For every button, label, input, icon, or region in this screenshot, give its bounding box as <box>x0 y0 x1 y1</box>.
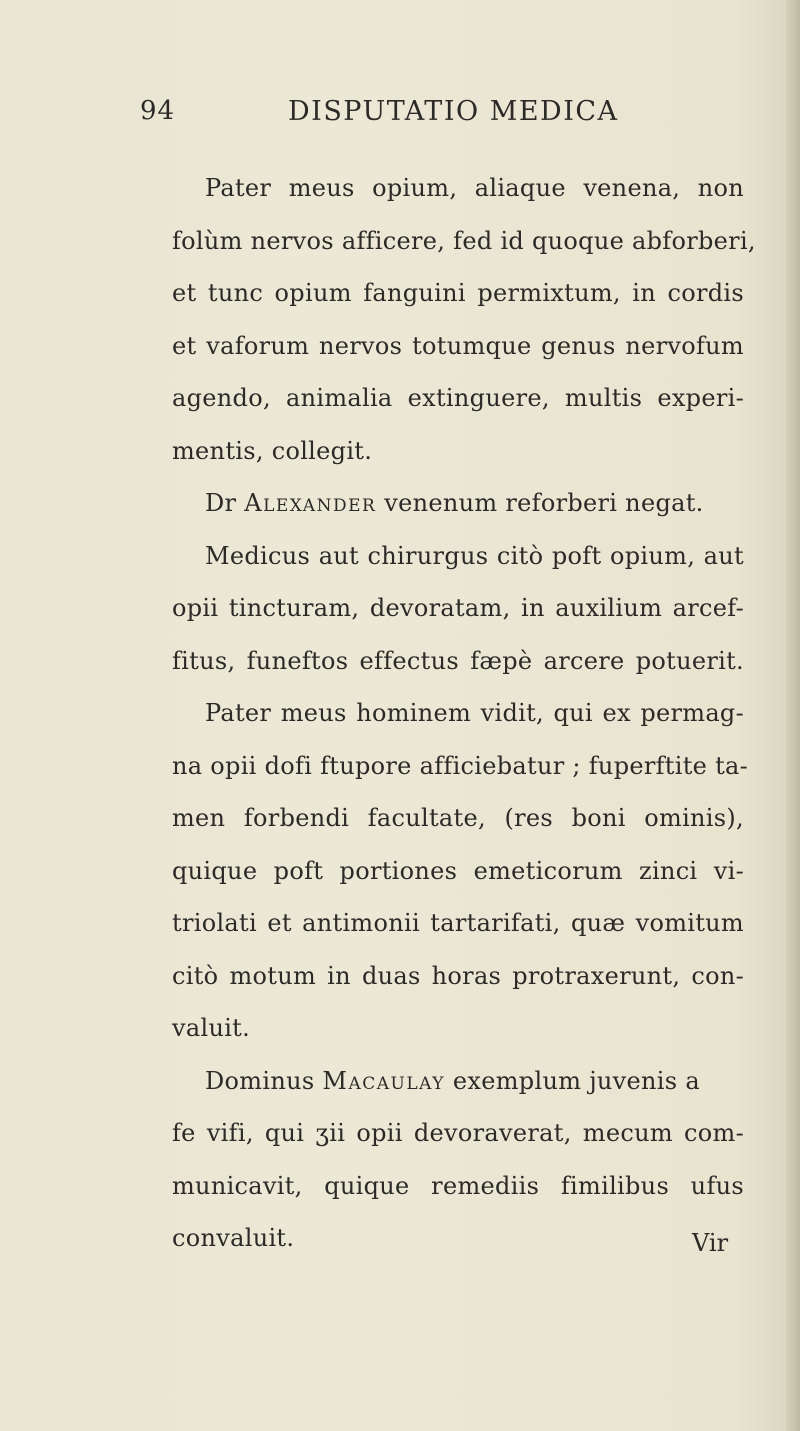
text-line: Medicus aut chirurgus citò poft opium, aut <box>205 541 744 570</box>
text-line: triolati et antimonii tartarifati, quæ vomitum <box>172 909 744 937</box>
text-line: Pater meus hominem vidit, qui ex permag- <box>205 699 744 727</box>
text-line: men forbendi facultate, (res boni ominis), <box>172 804 744 832</box>
text-line: citò motum in duas horas protraxerunt, con- <box>172 961 744 990</box>
title-prefix: Dominus <box>205 1066 315 1095</box>
text-line: fitus, funeftos effectus fæpè arcere potuerit. <box>172 646 744 675</box>
text-line: Pater meus opium, aliaque venena, non <box>205 174 744 202</box>
text-line: valuit. <box>172 1014 251 1042</box>
text-line: agendo, animalia extinguere, multis experi- <box>172 384 744 412</box>
text-line-alexander <box>172 477 744 530</box>
text-line: municavit, quique remediis fimilibus ufus <box>172 1171 744 1200</box>
text-line: opii tincturam, devoratam, in auxilium arcef- <box>172 594 744 622</box>
text-line: et tunc opium fanguini permixtum, in cordis <box>172 279 744 307</box>
text-line: folùm nervos afficere, fed id quoque abforberi, <box>172 226 756 255</box>
title-prefix: Dr <box>205 489 237 517</box>
text-line: mentis, collegit. <box>172 436 373 465</box>
text-line: et vaforum nervos totumque genus nervofum <box>172 331 744 360</box>
line-remainder: exemplum juvenis a <box>452 1066 700 1095</box>
text-line: fe vifi, qui ʒii opii devoraverat, mecum com- <box>172 1119 744 1147</box>
running-title: DISPUTATIO MEDICA <box>288 96 619 127</box>
text-line: convaluit. <box>172 1224 295 1252</box>
body-text <box>172 162 756 1265</box>
page-edge-shadow <box>786 0 800 1431</box>
person-name: Alexander <box>244 489 377 517</box>
page-number: 94 <box>140 96 176 126</box>
catchword: Vir <box>692 1229 729 1257</box>
page-header <box>140 96 660 136</box>
person-name: Macaulay <box>322 1066 445 1095</box>
text-line: quique poft portiones emeticorum zinci vi- <box>172 856 744 885</box>
text-line-macaulay <box>172 1055 744 1108</box>
text-line: na opii dofi ftupore afficiebatur ; fuperftite ta- <box>172 751 749 780</box>
line-remainder: venenum reforberi negat. <box>384 489 704 517</box>
